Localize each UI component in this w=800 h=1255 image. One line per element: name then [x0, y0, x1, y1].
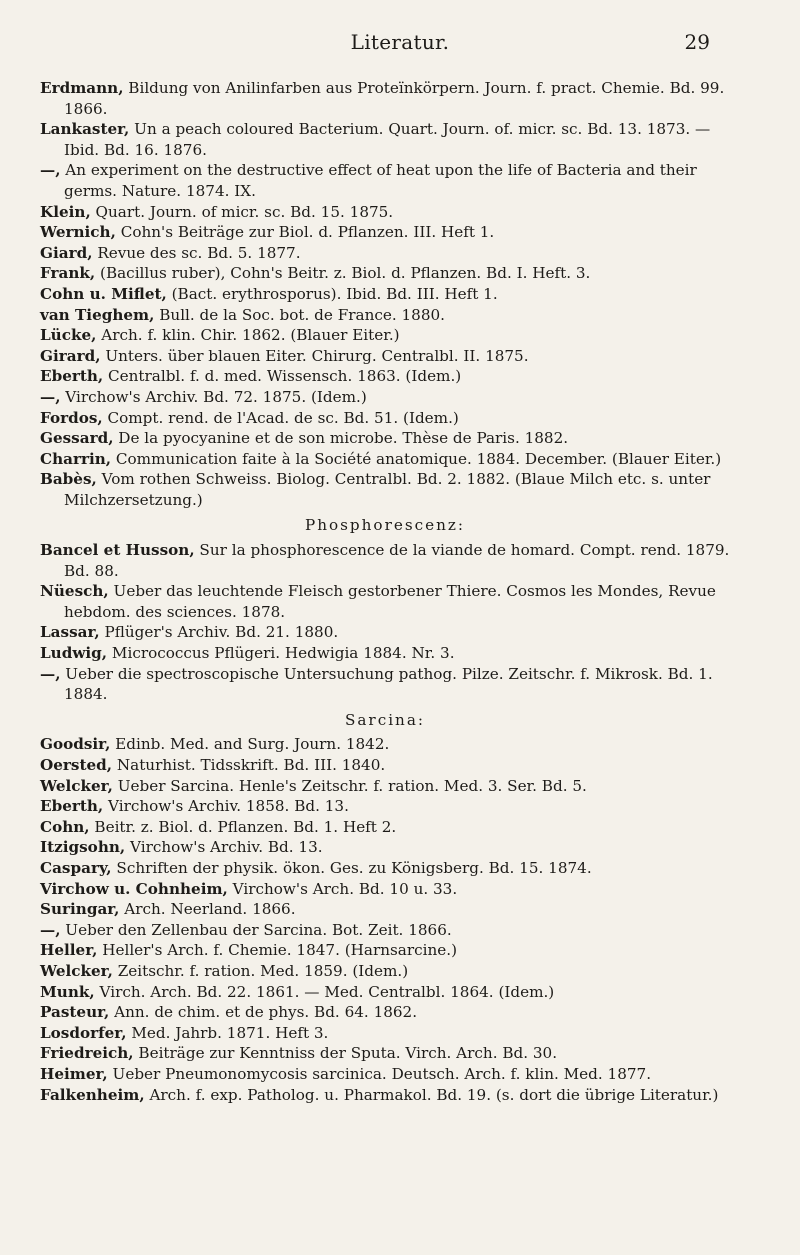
entry-author: Heimer, [40, 1064, 108, 1083]
entry-citation: (Bact. erythrosporus). Ibid. Bd. III. Heft 1. [166, 284, 498, 303]
entry-citation: Arch. Neerland. 1866. [119, 900, 296, 919]
entry-citation: Unters. über blauen Eiter. Chirurg. Centralbl. II. 1875. [100, 346, 529, 365]
bibliography-entry [40, 160, 730, 201]
bibliography-entry [40, 817, 730, 838]
entry-author: Caspary, [40, 858, 112, 877]
entry-citation: Communication faite à la Société anatomique. 1884. December. (Blauer Eiter.) [111, 449, 722, 468]
entry-citation: Arch. f. klin. Chir. 1862. (Blauer Eiter.) [96, 326, 400, 345]
bibliography-entry [40, 346, 730, 367]
entry-author: Charrin, [40, 449, 112, 468]
entry-citation: Edinb. Med. and Surg. Journ. 1842. [110, 735, 390, 754]
entry-author: Falkenheim, [40, 1085, 145, 1104]
entry-author: Pasteur, [40, 1003, 110, 1022]
entry-author: van Tieghem, [40, 305, 155, 324]
bibliography-entry [40, 449, 730, 470]
entry-author: Erdmann, [40, 79, 124, 97]
section-heading-sarcina: Sarcina: [344, 710, 426, 729]
bibliography-entry [40, 796, 730, 817]
bibliography-entry [40, 776, 730, 797]
entry-author: Itzigsohn, [40, 838, 126, 857]
entry-author: Welcker, [40, 776, 113, 795]
entry-author: Girard, [40, 346, 101, 365]
bibliography-list-general [40, 78, 730, 510]
bibliography-entry [40, 581, 730, 622]
entry-author: —, [40, 387, 61, 406]
entry-citation: Naturhist. Tidsskrift. Bd. III. 1840. [112, 756, 386, 774]
entry-author: Cohn u. Miflet, [40, 284, 167, 303]
entry-author: —, [40, 161, 61, 180]
entry-citation: Ueber Sarcina. Henle's Zeitschr. f. ration. Med. 3. Ser. Bd. 5. [112, 776, 587, 795]
entry-author: Bancel et Husson, [40, 541, 195, 560]
entry-citation: Heller's Arch. f. Chemie. 1847. (Harnsarcine.) [97, 941, 457, 960]
bibliography-entry [40, 622, 730, 643]
entry-author: Goodsir, [40, 735, 111, 754]
entry-citation: Ueber die spectroscopische Untersuchung pathog. Pilze. Zeitschr. f. Mikrosk. Bd. 1. 1884. [60, 664, 713, 704]
entry-citation: Virchow's Archiv. Bd. 72. 1875. (Idem.) [60, 387, 367, 406]
entry-author: Eberth, [40, 367, 104, 386]
entry-author: Fordos, [40, 408, 103, 427]
entry-author: Babès, [40, 470, 97, 489]
entry-author: —, [40, 920, 61, 939]
bibliography-entry [40, 408, 730, 429]
entry-author: —, [40, 664, 61, 683]
bibliography-entry [40, 284, 730, 305]
entry-citation: Virchow's Archiv. 1858. Bd. 13. [103, 797, 349, 816]
bibliography-entry [40, 982, 730, 1003]
entry-citation: Bull. de la Soc. bot. de France. 1880. [154, 305, 445, 324]
entry-citation: Un a peach coloured Bacterium. Quart. Journ. of. micr. sc. Bd. 13. 1873. — Ibid. Bd. 16. 1876. [64, 120, 711, 159]
bibliography-entry [40, 899, 730, 920]
entry-citation: Centralbl. f. d. med. Wissensch. 1863. (Idem.) [103, 367, 462, 386]
bibliography-entry [40, 263, 730, 284]
bibliography-list-phosphorescenz [40, 540, 730, 705]
bibliography-entry [40, 119, 730, 160]
entry-citation: Ueber Pneumonomycosis sarcinica. Deutsch. Arch. f. klin. Med. 1877. [107, 1064, 652, 1083]
bibliography-entry [40, 202, 730, 223]
bibliography-entry [40, 1064, 730, 1085]
bibliography-entry [40, 879, 730, 900]
entry-author: Gessard, [40, 429, 114, 448]
bibliography-entry [40, 920, 730, 941]
entry-citation: De la pyocyanine et de son microbe. Thèse de Paris. 1882. [113, 429, 569, 448]
entry-citation: Med. Jahrb. 1871. Heft 3. [126, 1023, 329, 1042]
entry-author: Lücke, [40, 326, 97, 345]
entry-citation: Pflüger's Archiv. Bd. 21. 1880. [99, 623, 339, 642]
entry-author: Losdorfer, [40, 1023, 127, 1042]
entry-author: Frank, [40, 264, 96, 283]
entry-author: Friedreich, [40, 1044, 134, 1063]
bibliography-entry [40, 664, 730, 705]
bibliography-entry [40, 940, 730, 961]
page-number: 29 [684, 30, 710, 54]
entry-citation: Arch. f. exp. Patholog. u. Pharmakol. Bd. 19. (s. dort die übrige Literatur.) [144, 1085, 719, 1104]
entry-citation: Vom rothen Schweiss. Biolog. Centralbl. Bd. 2. 1882. (Blaue Milch etc. s. unter Milchzersetzung.) [64, 470, 711, 509]
entry-author: Ludwig, [40, 644, 108, 663]
bibliography-entry [40, 961, 730, 982]
entry-citation: Ueber das leuchtende Fleisch gestorbener Thiere. Cosmos les Mondes, Revue hebdom. des sciences. 1878. [64, 582, 716, 621]
bibliography-entry [40, 428, 730, 449]
entry-citation: Sur la phosphorescence de la viande de homard. Compt. rend. 1879. Bd. 88. [64, 541, 730, 580]
bibliography-entry [40, 734, 730, 755]
entry-author: Suringar, [40, 900, 120, 919]
bibliography-entry [40, 1043, 730, 1064]
bibliography-entry [40, 305, 730, 326]
entry-author: Heller, [40, 941, 98, 960]
bibliography-entry [40, 858, 730, 879]
entry-citation: Virchow's Arch. Bd. 10 u. 33. [227, 879, 458, 898]
entry-author: Wernich, [40, 223, 116, 242]
entry-author: Klein, [40, 202, 91, 221]
entry-author: Nüesch, [40, 582, 109, 601]
bibliography-entry [40, 755, 730, 776]
entry-citation: Virchow's Archiv. Bd. 13. [125, 838, 323, 857]
entry-author: Munk, [40, 982, 95, 1001]
entry-citation: Zeitschr. f. ration. Med. 1859. (Idem.) [112, 961, 409, 980]
entry-citation: Beiträge zur Kenntniss der Sputa. Virch. Arch. Bd. 30. [133, 1044, 558, 1063]
bibliography-entry [40, 1085, 730, 1106]
section-heading-phosphorescenz: Phosphorescenz: [304, 516, 466, 535]
bibliography-entry [40, 78, 730, 119]
entry-author: Virchow u. Cohnheim, [40, 879, 228, 898]
bibliography-entry [40, 243, 730, 264]
entry-citation: Revue des sc. Bd. 5. 1877. [92, 243, 301, 262]
bibliography-entry [40, 540, 730, 581]
entry-citation: Virch. Arch. Bd. 22. 1861. — Med. Centralbl. 1864. (Idem.) [94, 982, 555, 1001]
bibliography [40, 78, 730, 1105]
bibliography-entry [40, 222, 730, 243]
entry-citation: Beitr. z. Biol. d. Pflanzen. Bd. 1. Heft 2. [89, 817, 397, 836]
entry-citation: Ueber den Zellenbau der Sarcina. Bot. Zeit. 1866. [60, 920, 452, 939]
bibliography-entry [40, 643, 730, 664]
entry-author: Welcker, [40, 961, 113, 980]
entry-citation: Cohn's Beiträge zur Biol. d. Pflanzen. III. Heft 1. [115, 223, 495, 242]
entry-author: Lankaster, [40, 120, 130, 139]
entry-author: Oersted, [40, 756, 113, 774]
bibliography-entry [40, 1023, 730, 1044]
entry-citation: Compt. rend. de l'Acad. de sc. Bd. 51. (Idem.) [102, 408, 459, 427]
bibliography-entry [40, 837, 730, 858]
entry-citation: Quart. Journ. of micr. sc. Bd. 15. 1875. [90, 202, 394, 221]
entry-citation: Ann. de chim. et de phys. Bd. 64. 1862. [109, 1003, 418, 1022]
entry-author: Eberth, [40, 797, 104, 816]
bibliography-entry [40, 387, 730, 408]
entry-author: Lassar, [40, 623, 100, 642]
entry-citation: An experiment on the destructive effect of heat upon the life of Bacteria and their germs. Nature. 1874. IX. [60, 161, 697, 200]
page-header [0, 30, 800, 56]
bibliography-entry [40, 469, 730, 510]
entry-author: Giard, [40, 243, 93, 262]
entry-author: Cohn, [40, 817, 90, 836]
bibliography-list-sarcina [40, 734, 730, 1105]
entry-citation: Schriften der physik. ökon. Ges. zu Königsberg. Bd. 15. 1874. [111, 858, 592, 877]
entry-citation: (Bacillus ruber), Cohn's Beitr. z. Biol. d. Pflanzen. Bd. I. Heft. 3. [95, 264, 591, 283]
entry-citation: Bildung von Anilinfarben aus Proteïnkörpern. Journ. f. pract. Chemie. Bd. 99. 1866. [64, 79, 725, 118]
bibliography-entry [40, 1002, 730, 1023]
bibliography-entry [40, 325, 730, 346]
entry-citation: Micrococcus Pflügeri. Hedwigia 1884. Nr. 3. [107, 644, 455, 663]
running-title: Literatur. [350, 30, 450, 54]
bibliography-entry [40, 366, 730, 387]
